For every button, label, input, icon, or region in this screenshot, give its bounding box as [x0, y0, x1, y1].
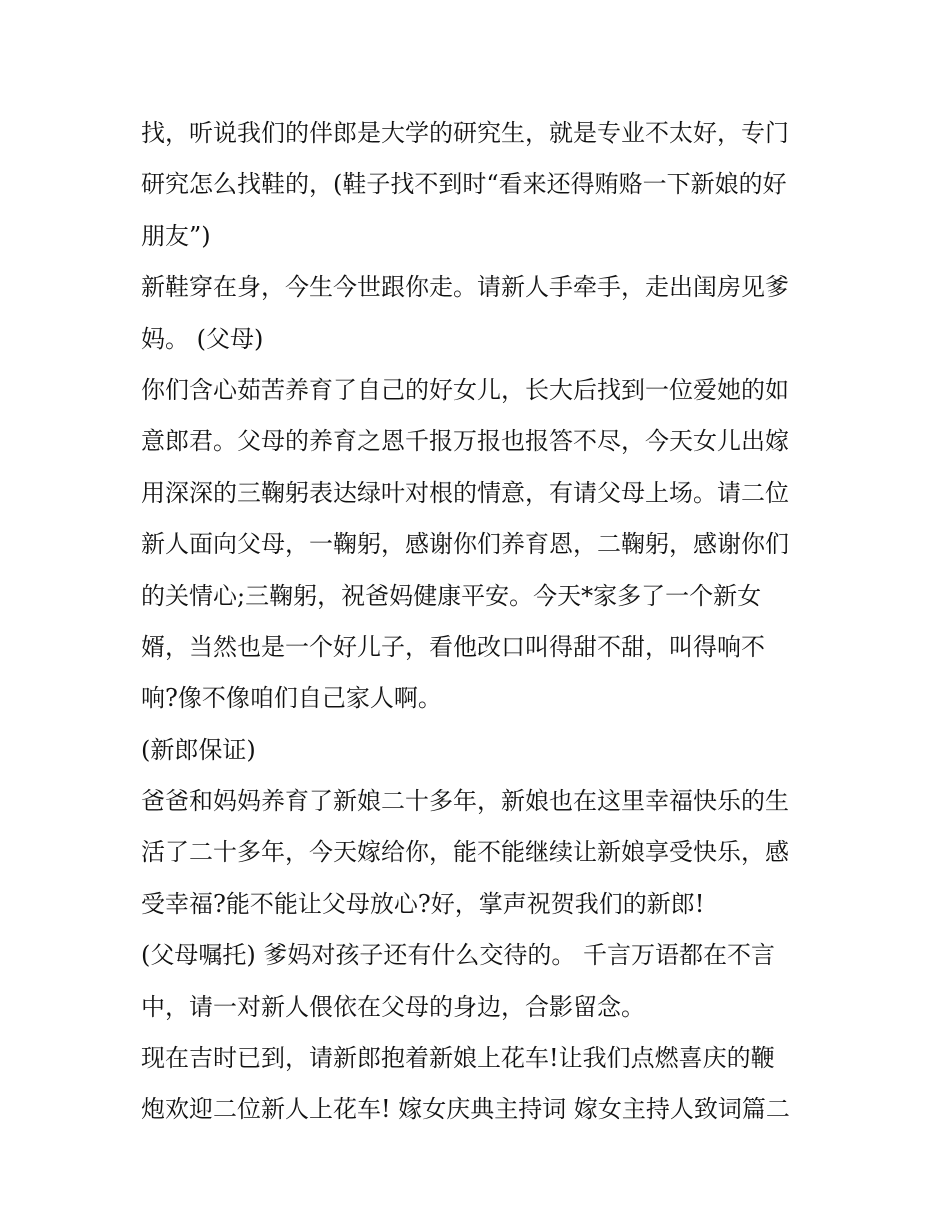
text-line: (新郎保证)	[141, 735, 256, 764]
text-line: 受幸福?能不能让父母放心?好，掌声祝贺我们的新郎!	[141, 889, 705, 918]
text-line: 新人面向父母，一鞠躬，感谢你们养育恩，二鞠躬，感谢你们	[141, 530, 789, 559]
body-text	[141, 108, 821, 1136]
text-line: 爸爸和妈妈养育了新娘二十多年，新娘也在这里幸福快乐的生	[141, 787, 789, 816]
text-line: 新鞋穿在身，今生今世跟你走。请新人手牵手，走出闺房见爹	[141, 273, 789, 302]
text-line: 的关情心;三鞠躬，祝爸妈健康平安。今天*家多了一个新女	[141, 581, 762, 610]
text-line: 朋友”)	[141, 221, 211, 250]
text-line: 妈。 (父母)	[141, 324, 264, 353]
text-line: 意郎君。父母的养育之恩千报万报也报答不尽，今天女儿出嫁	[141, 427, 789, 456]
text-line: 现在吉时已到，请新郎抱着新娘上花车!让我们点燃喜庆的鞭	[141, 1044, 775, 1073]
text-line: 用深深的三鞠躬表达绿叶对根的情意，有请父母上场。请二位	[141, 478, 789, 507]
text-line: 炮欢迎二位新人上花车! 嫁女庆典主持词 嫁女主持人致词篇二	[141, 1095, 790, 1124]
text-line: 响?像不像咱们自己家人啊。	[141, 684, 442, 713]
text-line: 婿，当然也是一个好儿子，看他改口叫得甜不甜，叫得响不	[141, 632, 765, 661]
text-line: (父母嘱托) 爹妈对孩子还有什么交待的。 千言万语都在不言	[141, 941, 775, 970]
text-line: 活了二十多年，今天嫁给你，能不能继续让新娘享受快乐，感	[141, 838, 789, 867]
text-line: 中，请一对新人偎依在父母的身边，合影留念。	[141, 992, 645, 1021]
text-line: 研究怎么找鞋的，(鞋子找不到时“看来还得贿赂一下新娘的好	[141, 170, 787, 199]
text-line: 你们含心茹苦养育了自己的好女儿，长大后找到一位爱她的如	[141, 375, 789, 404]
text-line: 找，听说我们的伴郎是大学的研究生，就是专业不太好，专门	[141, 119, 789, 147]
